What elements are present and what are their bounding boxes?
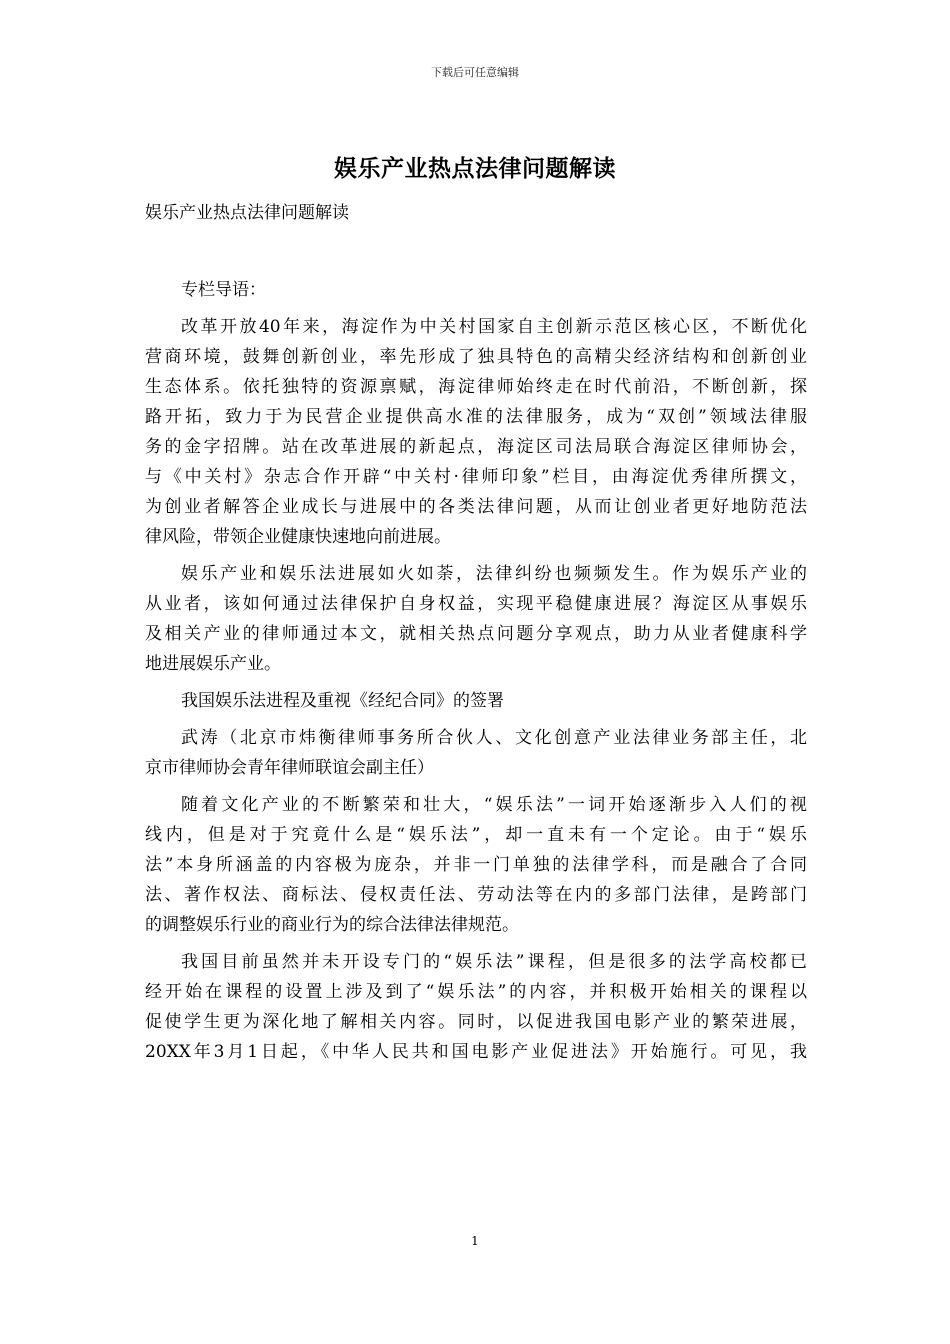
paragraph-line: 法、著作权法、商标法、侵权责任法、劳动法等在内的多部门法律，是跨部门: [145, 885, 807, 905]
paragraph-gap: [145, 305, 807, 312]
paragraph-gap: [145, 783, 807, 790]
paragraph-line: 京市律师协会青年律师联谊会副主任）: [145, 758, 434, 778]
paragraph-gap: [145, 679, 807, 686]
paragraph-line: 与《中关村》杂志合作开辟“中关村·律师印象”栏目，由海淀优秀律所撰文，: [145, 467, 807, 487]
body-paragraph: [145, 790, 807, 940]
body-paragraph: [145, 312, 807, 552]
document-title: 娱乐产业热点法律问题解读: [334, 155, 616, 182]
paragraph-line: 专栏导语：: [181, 280, 266, 300]
paragraph-line: 地进展娱乐产业。: [145, 654, 281, 674]
paragraph-line: 线内，但是对于究竟什么是“娱乐法”，却一直未有一个定论。由于“娱乐: [145, 825, 807, 845]
paragraph-line: 我国目前虽然并未开设专门的“娱乐法”课程，但是很多的法学高校都已: [181, 952, 807, 972]
paragraph-line: 武涛（北京市炜衡律师事务所合伙人、文化创意产业法律业务部主任，北: [181, 728, 807, 748]
paragraph-line: 律风险，带领企业健康快速地向前进展。: [145, 527, 451, 547]
paragraph-line: 务的金字招牌。站在改革进展的新起点，海淀区司法局联合海淀区律师协会，: [145, 437, 807, 457]
paragraph-line: 娱乐产业和娱乐法进展如火如荼，法律纠纷也频频发生。作为娱乐产业的: [181, 564, 807, 584]
paragraph-line: 营商环境，鼓舞创新创业，率先形成了独具特色的高精尖经济结构和创新创业: [145, 347, 807, 367]
paragraph-line: 20XX年3月1日起，《中华人民共和国电影产业促进法》开始施行。可见，我: [145, 1042, 807, 1062]
document-body: [145, 275, 807, 1067]
page-number: 1: [471, 1234, 479, 1248]
paragraph-line: 为创业者解答企业成长与进展中的各类法律问题，从而让创业者更好地防范法: [145, 497, 807, 517]
paragraph-gap: [145, 716, 807, 723]
body-paragraph: [145, 723, 807, 783]
paragraph-line: 从业者，该如何通过法律保护自身权益，实现平稳健康进展？海淀区从事娱乐: [145, 594, 807, 614]
paragraph-line: 的调整娱乐行业的商业行为的综合法律法律规范。: [145, 915, 519, 935]
paragraph-line: 促使学生更为深化地了解相关内容。同时，以促进我国电影产业的繁荣进展，: [145, 1012, 807, 1032]
body-paragraph: [145, 559, 807, 679]
body-paragraph: [145, 275, 807, 305]
paragraph-line: 随着文化产业的不断繁荣和壮大，“娱乐法”一词开始逐渐步入人们的视: [181, 795, 807, 815]
document-subtitle: 娱乐产业热点法律问题解读: [145, 203, 349, 223]
paragraph-line: 经开始在课程的设置上涉及到了“娱乐法”的内容，并积极开始相关的课程以: [145, 982, 807, 1002]
header-note: 下载后可任意编辑: [431, 66, 519, 79]
paragraph-gap: [145, 940, 807, 947]
paragraph-gap: [145, 552, 807, 559]
body-paragraph: [145, 947, 807, 1067]
body-paragraph: [145, 686, 807, 716]
paragraph-line: 及相关产业的律师通过本文，就相关热点问题分享观点，助力从业者健康科学: [145, 624, 807, 644]
paragraph-line: 法”本身所涵盖的内容极为庞杂，并非一门单独的法律学科，而是融合了合同: [145, 855, 807, 875]
paragraph-line: 我国娱乐法进程及重视《经纪合同》的签署: [181, 691, 504, 711]
paragraph-line: 生态体系。依托独特的资源禀赋，海淀律师始终走在时代前沿，不断创新，探: [145, 377, 807, 397]
paragraph-line: 路开拓，致力于为民营企业提供高水准的法律服务，成为“双创”领域法律服: [145, 407, 807, 427]
paragraph-line: 改革开放40年来，海淀作为中关村国家自主创新示范区核心区，不断优化: [181, 317, 807, 337]
